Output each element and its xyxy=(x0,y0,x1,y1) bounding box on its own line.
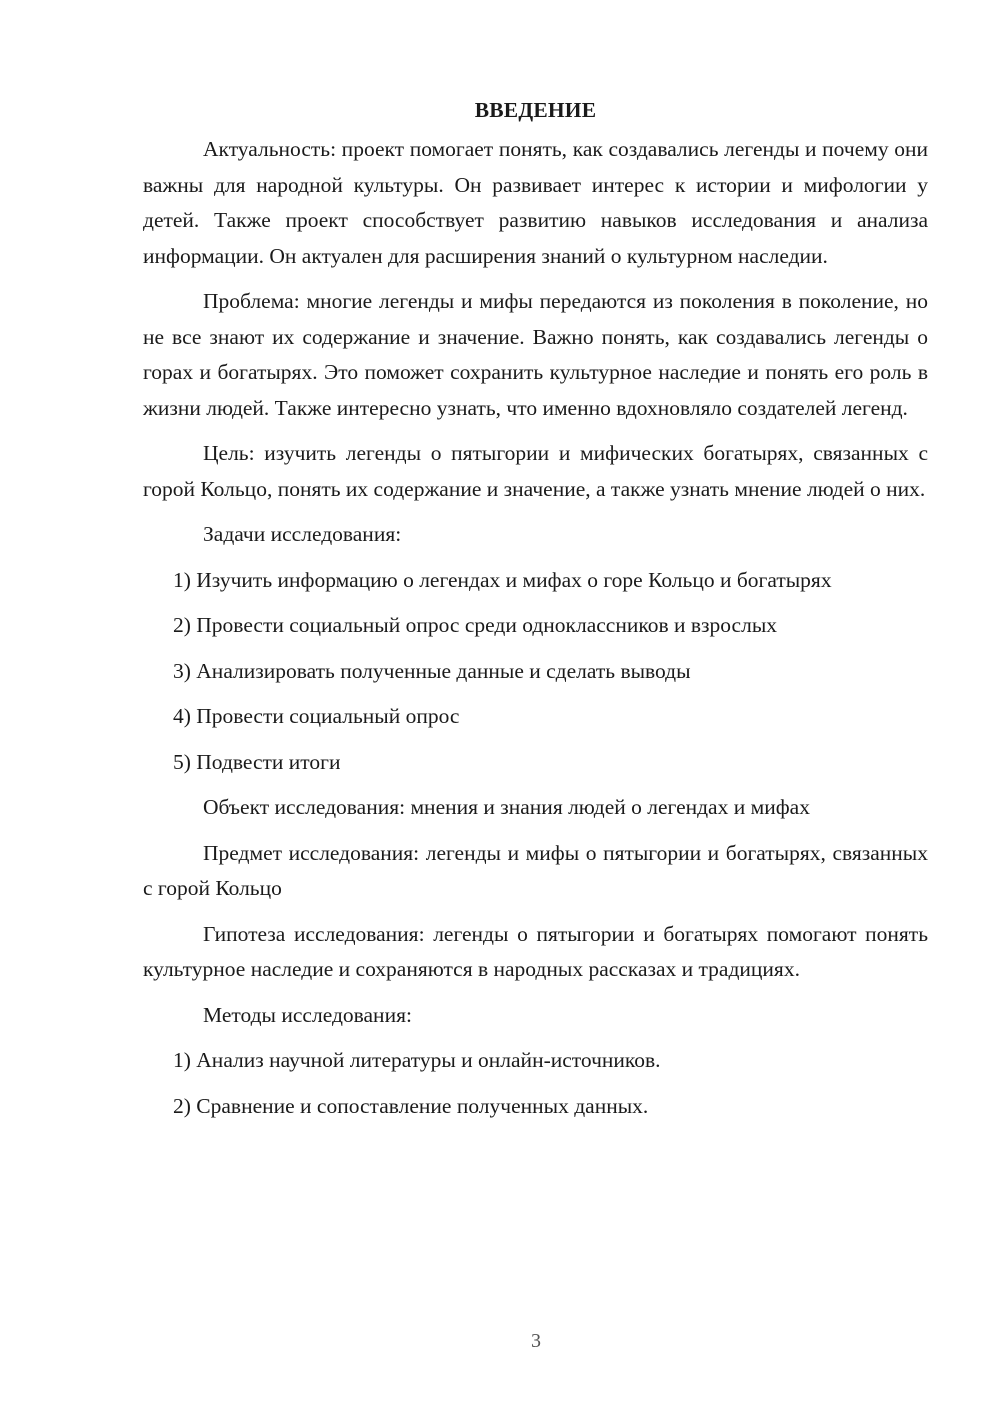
subject-paragraph: Предмет исследования: легенды и мифы о пятыгории и богатырях, связанных с горой Кольцо xyxy=(143,840,928,900)
task-item-3: 3) Анализировать полученные данные и сделать выводы xyxy=(173,658,691,683)
hypothesis-paragraph: Гипотеза исследования: легенды о пятыгории и богатырях помогают понять культурное наследие и сохраняются в народных рассказах и традициях. xyxy=(143,921,928,981)
section-title: ВВЕДЕНИЕ xyxy=(474,98,597,122)
page-number: 3 xyxy=(531,1330,541,1352)
methods-heading: Методы исследования: xyxy=(203,1002,412,1027)
task-item-1: 1) Изучить информацию о легендах и мифах о горе Кольцо и богатырях xyxy=(173,567,832,592)
document-page xyxy=(143,90,928,1124)
method-item-1: 1) Анализ научной литературы и онлайн-источников. xyxy=(173,1048,661,1072)
relevance-paragraph: Актуальность: проект помогает понять, как создавались легенды и почему они важны для народной культуры. Он развивает интерес к истории и мифологии у детей. Также проект способствует развитию навыков исследования и анализа информации. Он актуален для расширения знаний о культурном наследии. xyxy=(143,137,928,268)
problem-paragraph: Проблема: многие легенды и мифы передаются из поколения в поколение, но не все знают их содержание и значение. Важно понять, как создавались легенды о горах и богатырях. Это поможет сохранить культурное наследие и понять его роль в жизни людей. Также интересно узнать, что именно вдохновляло создателей легенд. xyxy=(143,289,928,420)
task-item-2: 2) Провести социальный опрос среди одноклассников и взрослых xyxy=(173,613,778,637)
tasks-heading: Задачи исследования: xyxy=(203,522,402,546)
task-item-4: 4) Провести социальный опрос xyxy=(173,704,460,728)
goal-paragraph: Цель: изучить легенды о пятыгории и мифических богатырях, связанных с горой Кольцо, понять их содержание и значение, а также узнать мнение людей о них. xyxy=(143,441,928,501)
task-item-5: 5) Подвести итоги xyxy=(173,749,341,774)
method-item-2: 2) Сравнение и сопоставление полученных данных. xyxy=(173,1093,649,1118)
object-paragraph: Объект исследования: мнения и знания людей о легендах и мифах xyxy=(203,795,810,819)
